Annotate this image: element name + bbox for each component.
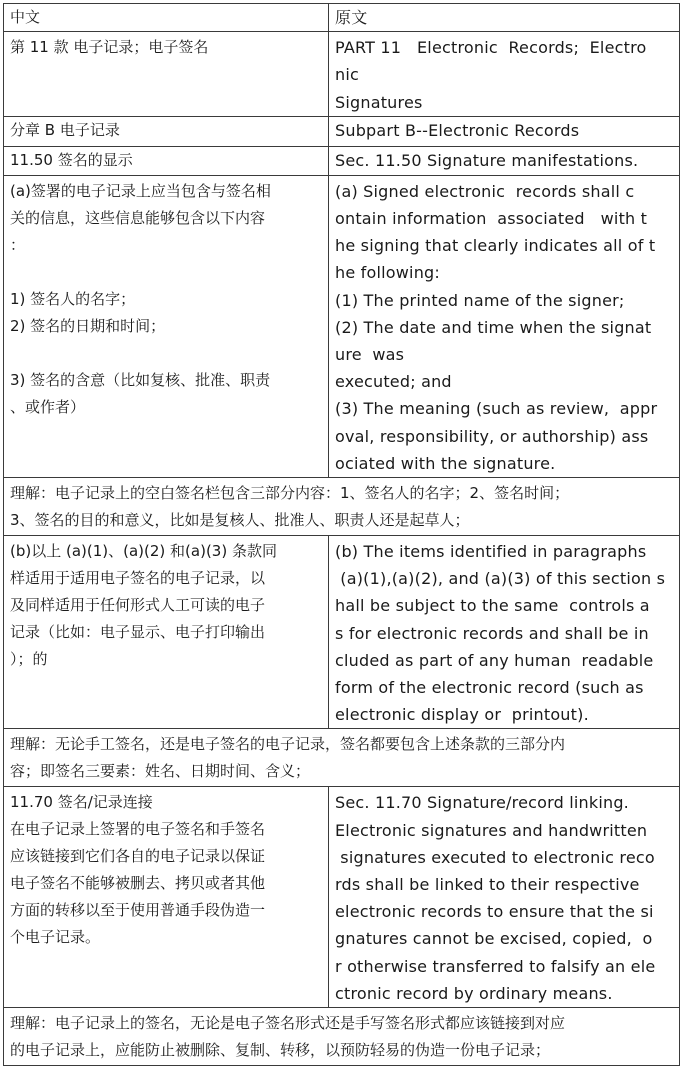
header-chinese: 中文: [4, 4, 329, 32]
text-line: ociated with the signature.: [335, 453, 556, 473]
interpretation-note-3: [4, 1008, 680, 1066]
text-line: r otherwise transferred to falsify an ele: [335, 956, 656, 976]
text-line: 理解：电子记录上的签名，无论是电子签名形式还是手写签名形式都应该链接到对应: [10, 1014, 566, 1033]
header-original: 原文: [329, 4, 680, 32]
text-line: ：: [10, 235, 26, 254]
text-line: 电子签名不能够被删去、拷贝或者其他: [10, 874, 266, 893]
part-row: [4, 32, 680, 117]
section-1170-zh: [4, 787, 329, 1008]
text-line: (a) Signed electronic records shall c: [335, 181, 635, 201]
list-item: 3) 签名的含意（比如复核、批准、职责: [10, 370, 271, 389]
paragraph-b-row: [4, 536, 680, 729]
text-line: 11.70 签名/记录连接: [10, 793, 153, 812]
interpretation-note-1: [4, 478, 680, 536]
text-line: 在电子记录上签署的电子签名和手签名: [10, 820, 266, 839]
note-3-row: [4, 1008, 680, 1066]
section-1150-title-en: Sec. 11.50 Signature manifestations.: [329, 146, 680, 175]
text-line: (3) The meaning (such as review, appr: [335, 399, 658, 419]
text-line: 应该链接到它们各自的电子记录以保证: [10, 847, 266, 866]
part-title-zh: 第 11 款 电子记录；电子签名: [4, 32, 329, 117]
text-line: (b)以上 (a)(1)、(a)(2) 和(a)(3) 条款同: [10, 542, 277, 561]
interpretation-note-2: [4, 729, 680, 787]
section-1170-row: [4, 787, 680, 1008]
text-line: signatures executed to electronic reco: [335, 847, 655, 867]
text-line: PART 11 Electronic Records; Electro: [335, 38, 647, 58]
list-item: 、或作者）: [10, 397, 86, 416]
text-line: form of the electronic record (such as: [335, 678, 644, 698]
text-line: (1) The printed name of the signer;: [335, 290, 625, 310]
text-line: 3、签名的目的和意义，比如是复核人、批准人、职责人还是起草人；: [10, 511, 470, 530]
text-line: 方面的转移以至于使用普通手段伪造一: [10, 901, 266, 920]
subpart-row: [4, 116, 680, 146]
text-line: 记录（比如：电子显示、电子打印输出: [10, 623, 266, 642]
text-line: 关的信息，这些信息能够包含以下内容: [10, 208, 266, 227]
text-line: s for electronic records and shall be in: [335, 623, 649, 643]
note-2-row: [4, 729, 680, 787]
text-line: 容；即签名三要素：姓名、日期时间、含义；: [10, 762, 311, 781]
section-1150-row: [4, 146, 680, 175]
text-line: he signing that clearly indicates all of t: [335, 236, 656, 256]
list-item: 1) 签名人的名字；: [10, 289, 136, 308]
text-line: 个电子记录。: [10, 928, 101, 947]
paragraph-a-zh: [4, 175, 329, 477]
text-line: oval, responsibility, or authorship) ass: [335, 426, 649, 446]
text-line: ontain information associated with t: [335, 209, 648, 229]
text-line: (a)(1),(a)(2), and (a)(3) of this section s: [335, 569, 666, 589]
paragraph-a-en: [329, 175, 680, 477]
header-row: [4, 4, 680, 32]
text-line: (2) The date and time when the signat: [335, 317, 652, 337]
text-line: 及同样适用于任何形式人工可读的电子: [10, 596, 266, 615]
text-line: cluded as part of any human readable: [335, 650, 654, 670]
text-line: hall be subject to the same controls a: [335, 596, 650, 616]
text-line: he following:: [335, 263, 440, 283]
text-line: Signatures: [335, 92, 423, 112]
text-line: 样适用于适用电子签名的电子记录，以: [10, 569, 266, 588]
text-line: 的电子记录上，应能防止被删除、复制、转移，以预防轻易的伪造一份电子记录；: [10, 1041, 551, 1060]
text-line: 理解：电子记录上的空白签名栏包含三部分内容：1、签名人的名字；2、签名时间；: [10, 484, 570, 503]
subpart-title-zh: 分章 B 电子记录: [4, 116, 329, 146]
text-line: ure was: [335, 345, 405, 365]
section-1150-title-zh: 11.50 签名的显示: [4, 146, 329, 175]
text-line: electronic display or printout).: [335, 705, 589, 725]
text-line: electronic records to ensure that the si: [335, 902, 654, 922]
text-line: ctronic record by ordinary means.: [335, 983, 613, 1003]
paragraph-b-zh: [4, 536, 329, 729]
text-line: Electronic signatures and handwritten: [335, 820, 648, 840]
text-line: executed; and: [335, 372, 452, 392]
text-line: nic: [335, 65, 359, 85]
note-1-row: [4, 478, 680, 536]
text-line: 理解：无论手工签名，还是电子签名的电子记录，签名都要包含上述条款的三部分内: [10, 735, 566, 754]
regulation-table: [3, 3, 680, 1066]
paragraph-b-en: [329, 536, 680, 729]
text-line: Sec. 11.70 Signature/record linking.: [335, 793, 629, 813]
section-1170-en: [329, 787, 680, 1008]
subpart-title-en: Subpart B--Electronic Records: [329, 116, 680, 146]
text-line: (b) The items identified in paragraphs: [335, 542, 647, 562]
part-title-en: [329, 32, 680, 117]
paragraph-a-row: [4, 175, 680, 477]
text-line: rds shall be linked to their respective: [335, 875, 640, 895]
text-line: (a)签署的电子记录上应当包含与签名相: [10, 181, 271, 200]
text-line: gnatures cannot be excised, copied, o: [335, 929, 653, 949]
list-item: 2) 签名的日期和时间；: [10, 316, 166, 335]
text-line: ）；的: [10, 650, 48, 669]
